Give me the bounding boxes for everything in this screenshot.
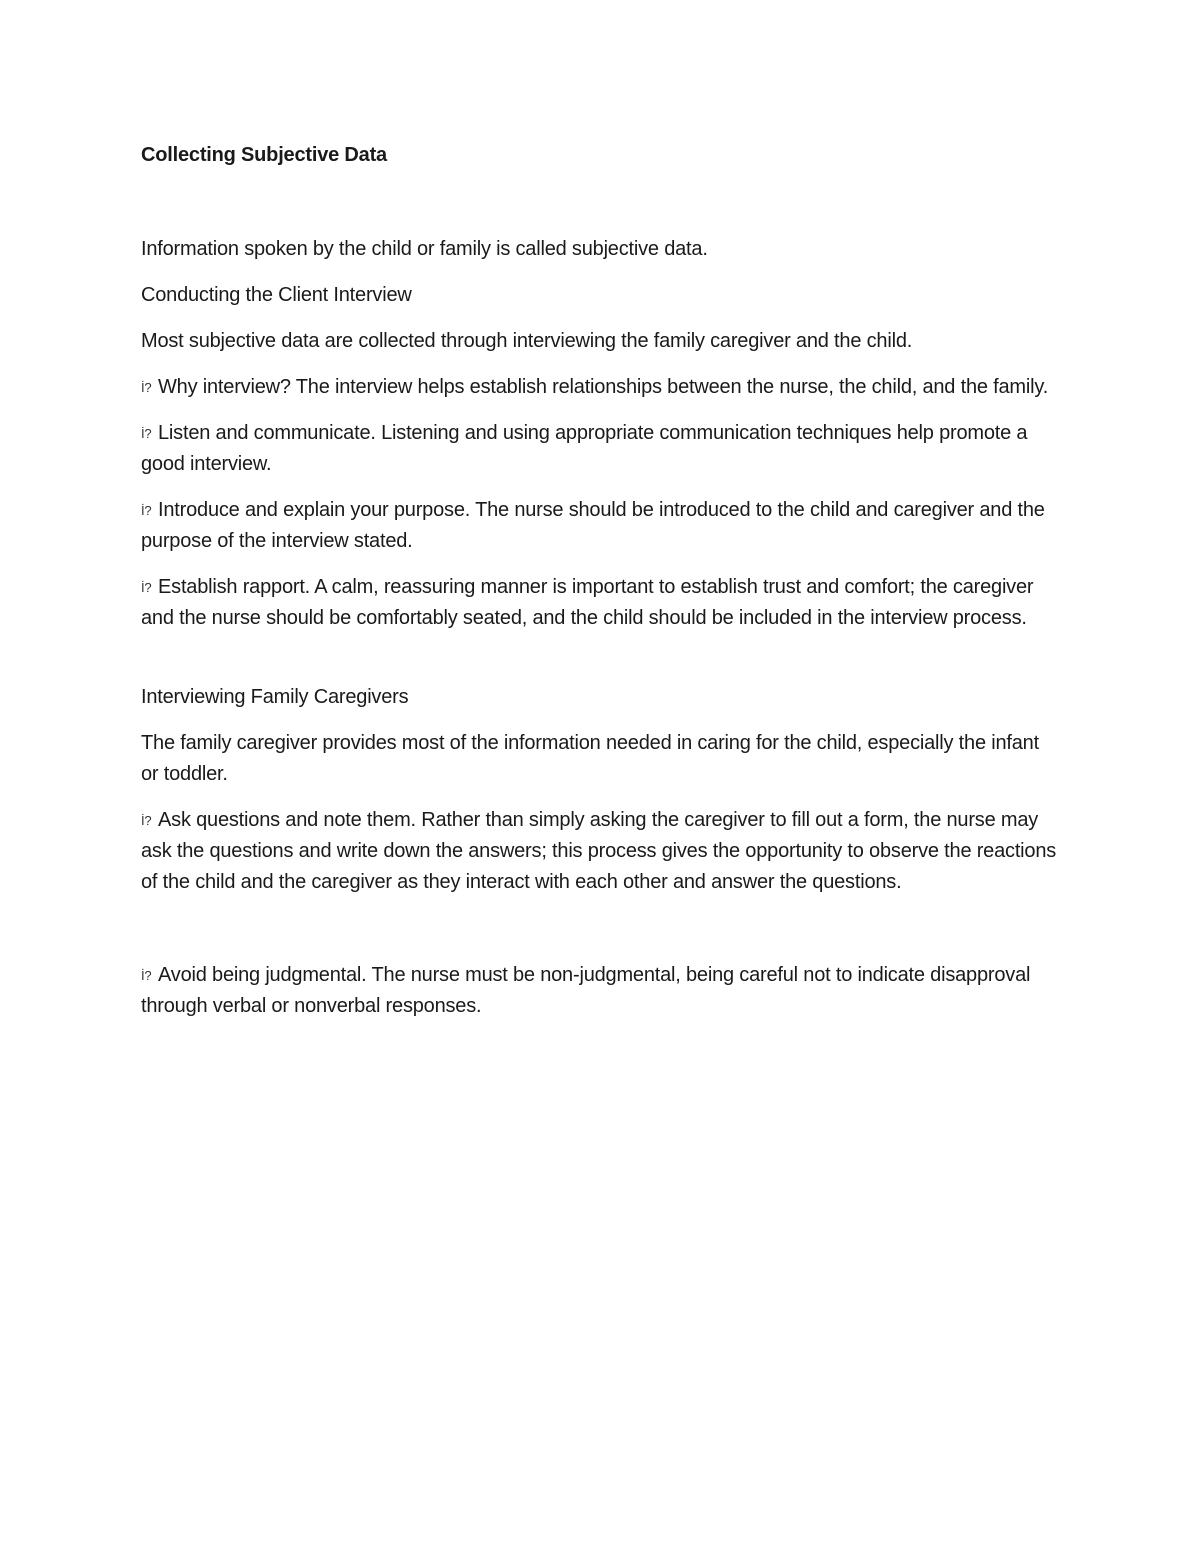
- bullet-text: Listen and communicate. Listening and using appropriate communication techniques help promote a good interview.: [141, 422, 1028, 475]
- section2-lead-paragraph: The family caregiver provides most of the information needed in caring for the child, especially the infant or toddler.: [141, 732, 1039, 785]
- bullet-text: Introduce and explain your purpose. The nurse should be introduced to the child and caregiver and the purpose of the interview stated.: [141, 499, 1045, 552]
- bullet-why-interview: [141, 372, 1061, 403]
- bullet-text: Why interview? The interview helps establish relationships between the nurse, the child, and the family.: [158, 376, 1049, 398]
- bullet-listen-communicate: [141, 418, 1061, 480]
- bullet-glyph: İ?: [141, 813, 152, 828]
- bullet-glyph: İ?: [141, 380, 152, 395]
- section-heading-client-interview: Conducting the Client Interview: [141, 284, 412, 306]
- bullet-establish-rapport: [141, 572, 1061, 634]
- document-body: [141, 140, 1061, 1022]
- bullet-glyph: İ?: [141, 503, 152, 518]
- document-title: Collecting Subjective Data: [141, 144, 387, 166]
- bullet-glyph: İ?: [141, 968, 152, 983]
- intro-paragraph: Information spoken by the child or family is called subjective data.: [141, 238, 708, 260]
- bullet-introduce-explain: [141, 495, 1061, 557]
- section1-lead-paragraph: Most subjective data are collected through interviewing the family caregiver and the child.: [141, 330, 913, 352]
- bullet-glyph: İ?: [141, 426, 152, 441]
- bullet-text: Establish rapport. A calm, reassuring manner is important to establish trust and comfort; the caregiver and the nurse should be comfortably seated, and the child should be included in the interview process.: [141, 576, 1034, 629]
- bullet-text: Ask questions and note them. Rather than simply asking the caregiver to fill out a form, the nurse may ask the questions and write down the answers; this process gives the opportunity to observe the reactions of the child and the caregiver as they interact with each other and answer the questions.: [141, 809, 1057, 893]
- bullet-glyph: İ?: [141, 580, 152, 595]
- bullet-avoid-judgmental: [141, 960, 1061, 1022]
- bullet-ask-questions: [141, 805, 1061, 898]
- section-heading-family-caregivers: Interviewing Family Caregivers: [141, 686, 409, 708]
- bullet-text: Avoid being judgmental. The nurse must be non-judgmental, being careful not to indicate disapproval through verbal or nonverbal responses.: [141, 964, 1031, 1017]
